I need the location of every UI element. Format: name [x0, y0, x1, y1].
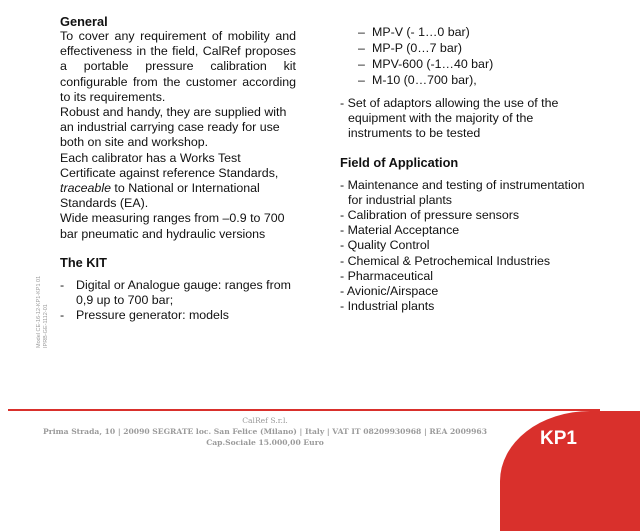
kit-item: - Pressure generator: models: [60, 308, 229, 323]
company-name: CalRef S.r.l.: [242, 416, 288, 425]
model-item: – MPV-600 (-1…40 bar): [358, 57, 494, 71]
document-code-line: IPRB-GE-1112-01: [43, 304, 49, 348]
model-item: – M-10 (0…700 bar),: [358, 73, 477, 87]
model-item: – MP-P (0…7 bar): [358, 41, 462, 55]
document-code-note: [36, 276, 50, 348]
company-capital: Cap.Sociale 15.000,00 Euro: [206, 438, 324, 447]
application-item: - Industrial plants: [340, 299, 435, 314]
application-item: - Material Acceptance: [340, 223, 460, 238]
application-item: - Chemical & Petrochemical Industries: [340, 253, 551, 268]
kp1-badge-label: KP1: [540, 428, 577, 449]
general-paragraph-1: To cover any requirement of mobility and effectiveness in the field, CalRef proposes a portable pressure calibration kit configurable from the customer according to its requirements.: [60, 29, 296, 104]
application-item: - Quality Control: [340, 238, 430, 253]
application-list: [340, 178, 590, 315]
application-item: - Maintenance and testing of instrumentation for industrial plants: [340, 177, 585, 207]
kit-heading: The KIT: [60, 254, 107, 270]
general-paragraph-2: Robust and handy, they are supplied with an industrial carrying case ready for use both on site and workshop.: [60, 105, 287, 150]
general-paragraph-4: Wide measuring ranges from –0.9 to 700 bar pneumatic and hydraulic versions: [60, 211, 285, 241]
model-item: – MP-V (- 1…0 bar): [358, 25, 470, 39]
general-heading: General: [60, 14, 108, 29]
kit-list: [60, 278, 296, 324]
right-column: [340, 24, 590, 314]
adaptors-item: - Set of adaptors allowing the use of the equipment with the majority of the instruments to be tested: [340, 96, 559, 141]
kit-item: - Digital or Analogue gauge: ranges from 0,9 up to 700 bar;: [60, 277, 291, 308]
application-item: - Pharmaceutical: [340, 268, 433, 283]
footer-company-info: [40, 415, 490, 448]
generator-models-list: [358, 24, 590, 88]
footer-divider: [8, 409, 600, 411]
document-code-line: Model CE-16-12-KP1-KP1 01: [36, 275, 42, 348]
general-paragraph-3: Each calibrator has a Works Test Certificate against reference Standards, traceable to National or International Standards (EA).: [60, 150, 279, 211]
application-heading: Field of Application: [340, 154, 459, 170]
application-item: - Avionic/Airspace: [340, 284, 439, 299]
company-address: Prima Strada, 10 | 20090 SEGRATE loc. San Felice (Milano) | Italy | VAT IT 08209930968 | REA 2009963: [43, 427, 487, 436]
left-column: [60, 14, 296, 323]
application-item: - Calibration of pressure sensors: [340, 208, 520, 223]
